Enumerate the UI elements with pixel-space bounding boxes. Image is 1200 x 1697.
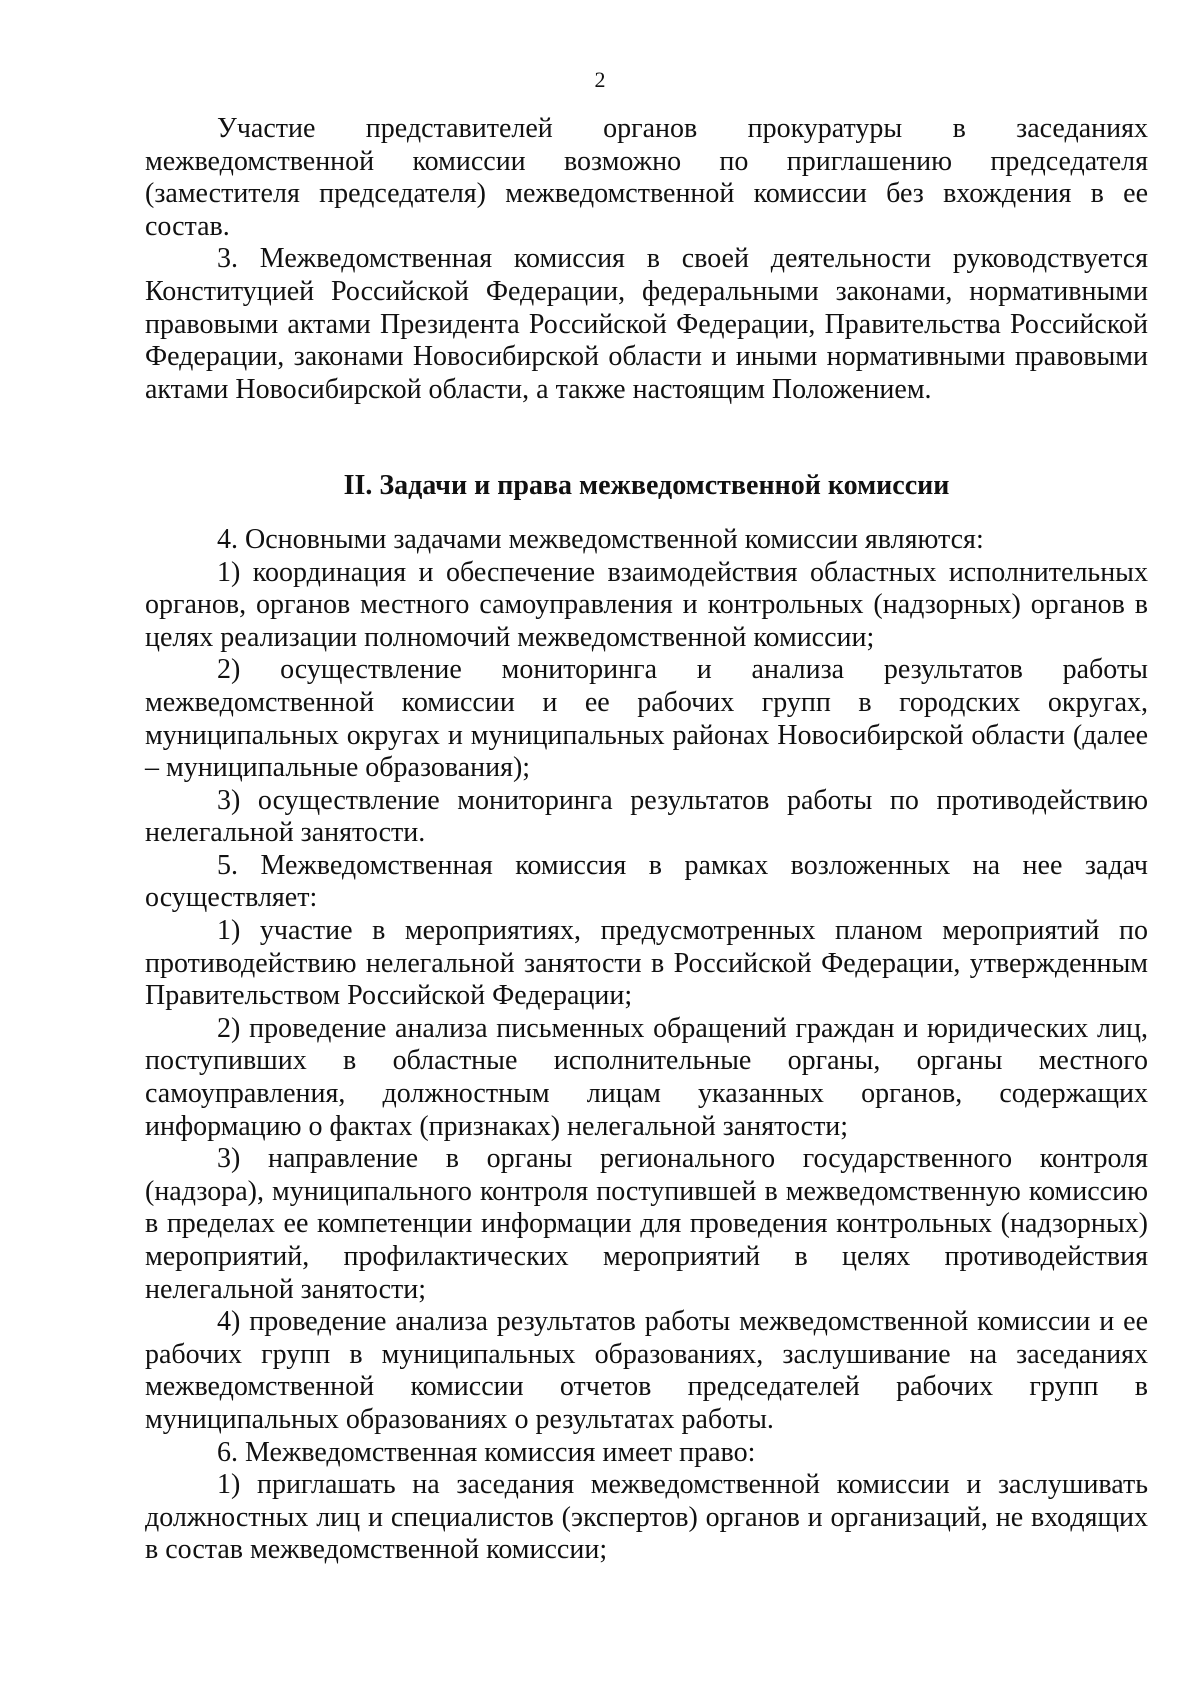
paragraph-5-item-2: 2) проведение анализа письменных обращений граждан и юридических лиц, поступивших в областные исполнительные органы, органы местного самоуправления, должностным лицам указанных органов, содержащих информацию о фактах (признаках) нелегальной занятости; — [145, 1012, 1148, 1142]
paragraph-4-item-1: 1) координация и обеспечение взаимодействия областных исполнительных органов, органов местного самоуправления и контрольных (надзорных) органов в целях реализации полномочий межведомственной комиссии; — [145, 556, 1148, 653]
spacer — [145, 503, 1148, 524]
section-heading: II. Задачи и права межведомственной комиссии — [343, 470, 950, 502]
paragraph-6-rights: 6. Межведомственная комиссия имеет право: — [217, 1436, 756, 1468]
paragraph-4-item-2: 2) осуществление мониторинга и анализа результатов работы межведомственной комиссии и ее рабочих групп в городских округах, муниципальных округах и муниципальных районах Новосибирской области (далее – муниципальные образования); — [145, 654, 1148, 784]
paragraph-4-item-3: 3) осуществление мониторинга результатов работы по противодействию нелегальной занятости. — [145, 784, 1148, 849]
page-number: 2 — [594, 67, 606, 92]
paragraph-5-item-1: 1) участие в мероприятиях, предусмотренных планом мероприятий по противодействию нелегальной занятости в Российской Федерации, утвержденным Правительством Российской Федерации; — [145, 915, 1148, 1012]
spacer — [145, 406, 1148, 470]
paragraph-6-item-1: 1) приглашать на заседания межведомственной комиссии и заслушивать должностных лиц и специалистов (экспертов) органов и организаций, не входящих в состав межведомственной комиссии; — [145, 1469, 1148, 1566]
document-body — [145, 113, 1148, 1567]
paragraph-5-item-3: 3) направление в органы регионального государственного контроля (надзора), муниципального контроля поступившей в межведомственную комиссию в пределах ее компетенции информации для проведения контрольных (надзорных) мероприятий, профилактических мероприятий в целях противодействия нелегальной занятости; — [145, 1143, 1148, 1305]
paragraph-5-functions: 5. Межведомственная комиссия в рамках возложенных на нее задач осуществляет: — [145, 849, 1148, 914]
paragraph-4-main-tasks: 4. Основными задачами межведомственной комиссии являются: — [217, 523, 984, 555]
paragraph-5-item-4: 4) проведение анализа результатов работы межведомственной комиссии и ее рабочих групп в муниципальных образованиях, заслушивание на заседаниях межведомственной комиссии отчетов председателей рабочих групп в муниципальных образованиях о результатах работы. — [145, 1306, 1148, 1435]
paragraph-3-legal-basis: 3. Межведомственная комиссия в своей деятельности руководствуется Конституцией Российской Федерации, федеральными законами, нормативными правовыми актами Президента Российской Федерации, Правительства Российской Федерации, законами Новосибирской области и иными нормативными правовыми актами Новосибирской области, а также настоящим Положением. — [145, 243, 1148, 405]
paragraph-prosecutor-participation: Участие представителей органов прокуратуры в заседаниях межведомственной комиссии возможно по приглашению председателя (заместителя председателя) межведомственной комиссии без вхождения в ее состав. — [145, 113, 1148, 242]
